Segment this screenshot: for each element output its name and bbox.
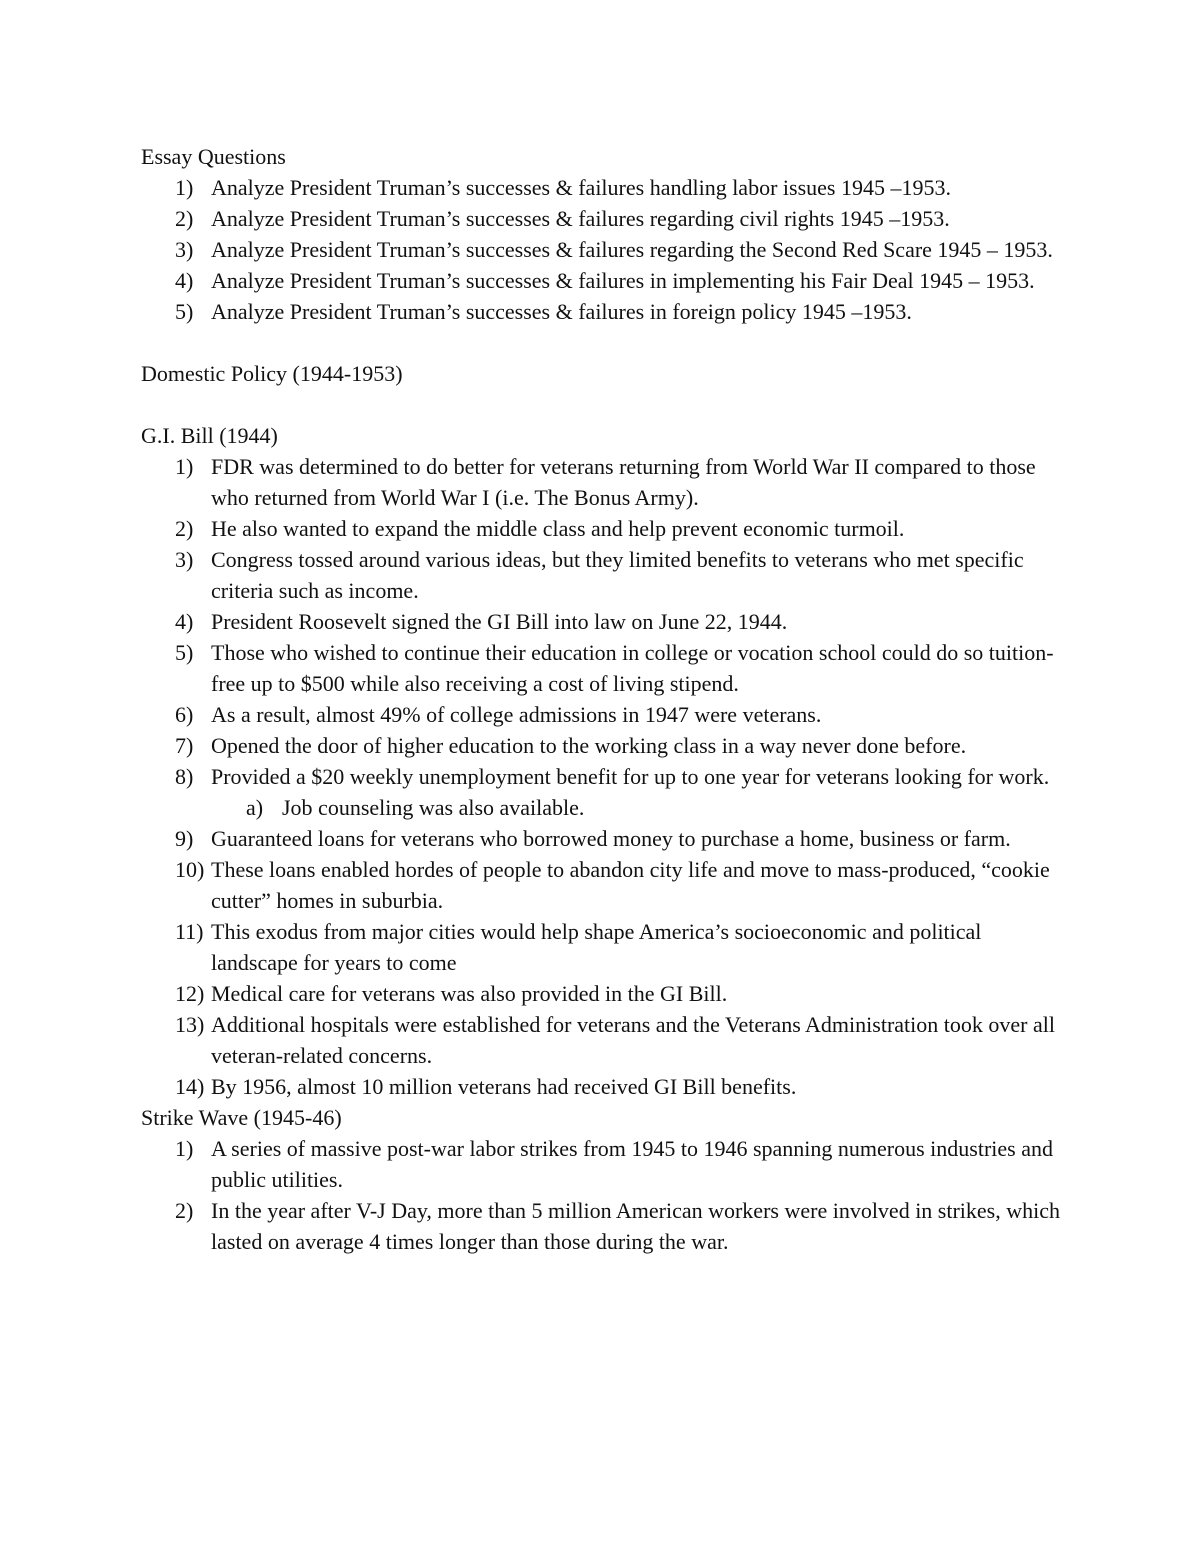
list-item (141, 1195, 1071, 1257)
list-item (141, 451, 1071, 513)
item-text: This exodus from major cities would help shape America’s socioeconomic and political landscape for years to come (211, 919, 982, 975)
strike-wave-list (141, 1133, 1071, 1257)
item-text: Opened the door of higher education to the working class in a way never done before. (211, 733, 967, 758)
item-text: Analyze President Truman’s successes & failures in foreign policy 1945 –1953. (211, 299, 912, 324)
item-text: Additional hospitals were established for veterans and the Veterans Administration took over all veteran-related concerns. (211, 1012, 1055, 1068)
item-number: 14) (175, 1074, 205, 1099)
item-number: 4) (175, 268, 194, 293)
list-item (141, 1133, 1071, 1195)
list-item (141, 606, 1071, 637)
list-item (141, 637, 1071, 699)
item-text: Guaranteed loans for veterans who borrowed money to purchase a home, business or farm. (211, 826, 1011, 851)
item-number: 9) (175, 826, 194, 851)
spacer (141, 327, 1071, 358)
item-number: 1) (175, 454, 194, 479)
item-number: 10) (175, 857, 205, 882)
list-item (141, 761, 1071, 792)
sub-list-item (141, 792, 1071, 823)
item-number: 2) (175, 516, 194, 541)
item-text: By 1956, almost 10 million veterans had received GI Bill benefits. (211, 1074, 797, 1099)
spacer (141, 389, 1071, 420)
list-item (141, 1009, 1071, 1071)
essay-questions-list (141, 172, 1071, 327)
strike-wave-heading: Strike Wave (1945-46) (141, 1105, 342, 1130)
list-item (141, 203, 1071, 234)
item-text: A series of massive post-war labor strikes from 1945 to 1946 spanning numerous industries and public utilities. (211, 1136, 1053, 1192)
item-text: Analyze President Truman’s successes & failures regarding the Second Red Scare 1945 – 1953. (211, 237, 1053, 262)
item-text: Analyze President Truman’s successes & failures regarding civil rights 1945 –1953. (211, 206, 950, 231)
item-number: 2) (175, 206, 194, 231)
item-number: 2) (175, 1198, 194, 1223)
item-text: In the year after V-J Day, more than 5 million American workers were involved in strikes, which lasted on average 4 times longer than those during the war. (211, 1198, 1061, 1254)
item-number: 5) (175, 299, 194, 324)
list-item (141, 854, 1071, 916)
item-text: These loans enabled hordes of people to abandon city life and move to mass-produced, “cookie cutter” homes in suburbia. (211, 857, 1050, 913)
list-item (141, 916, 1071, 978)
item-number: 12) (175, 981, 205, 1006)
gi-bill-heading: G.I. Bill (1944) (141, 423, 278, 448)
item-number: 7) (175, 733, 194, 758)
item-number: 1) (175, 1136, 194, 1161)
item-number: 13) (175, 1012, 205, 1037)
item-number: 4) (175, 609, 194, 634)
sub-item-text: Job counseling was also available. (282, 795, 585, 820)
list-item (141, 544, 1071, 606)
item-text: Provided a $20 weekly unemployment benefit for up to one year for veterans looking for work. (211, 764, 1050, 789)
item-text: He also wanted to expand the middle class and help prevent economic turmoil. (211, 516, 905, 541)
domestic-policy-heading: Domestic Policy (1944-1953) (141, 361, 403, 386)
essay-questions-heading: Essay Questions (141, 144, 286, 169)
list-item (141, 823, 1071, 854)
item-text: Medical care for veterans was also provided in the GI Bill. (211, 981, 728, 1006)
item-text: Congress tossed around various ideas, but they limited benefits to veterans who met specific criteria such as income. (211, 547, 1024, 603)
list-item (141, 296, 1071, 327)
list-item (141, 234, 1071, 265)
item-number: 3) (175, 547, 194, 572)
item-text: Those who wished to continue their education in college or vocation school could do so tuition-free up to $500 while also receiving a cost of living stipend. (211, 640, 1054, 696)
list-item (141, 1071, 1071, 1102)
list-item (141, 699, 1071, 730)
item-number: 1) (175, 175, 194, 200)
list-item (141, 730, 1071, 761)
item-text: President Roosevelt signed the GI Bill into law on June 22, 1944. (211, 609, 788, 634)
item-number: 5) (175, 640, 194, 665)
document-content (141, 141, 1071, 1257)
item-number: 6) (175, 702, 194, 727)
sub-item-letter: a) (246, 795, 264, 820)
list-item (141, 978, 1071, 1009)
gi-bill-list (141, 451, 1071, 1102)
item-number: 11) (175, 919, 204, 944)
list-item (141, 265, 1071, 296)
item-text: As a result, almost 49% of college admissions in 1947 were veterans. (211, 702, 822, 727)
item-number: 3) (175, 237, 194, 262)
item-text: Analyze President Truman’s successes & failures handling labor issues 1945 –1953. (211, 175, 951, 200)
list-item (141, 513, 1071, 544)
item-text: Analyze President Truman’s successes & failures in implementing his Fair Deal 1945 – 1953. (211, 268, 1035, 293)
item-text: FDR was determined to do better for veterans returning from World War II compared to those who returned from World War I (i.e. The Bonus Army). (211, 454, 1036, 510)
list-item (141, 172, 1071, 203)
item-number: 8) (175, 764, 194, 789)
